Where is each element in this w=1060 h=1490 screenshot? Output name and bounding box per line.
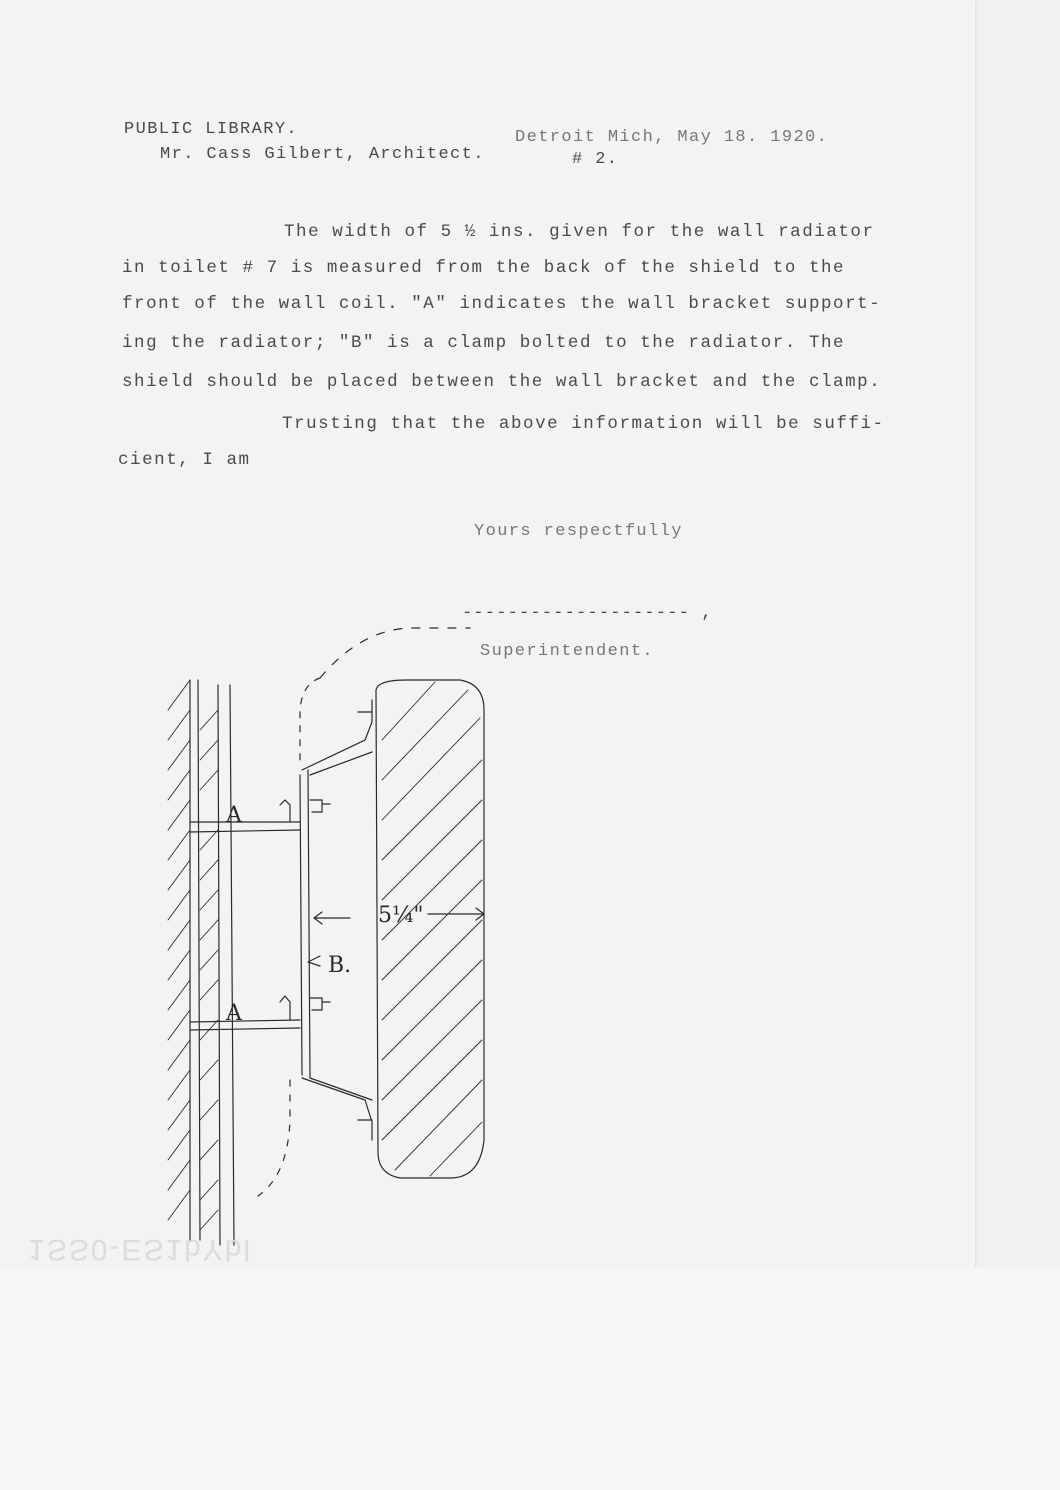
clamp-lower [310, 998, 330, 1010]
body-line-2: in toilet # 7 is measured from the back of the shield to the [122, 258, 846, 278]
wall-line-3 [218, 685, 220, 1245]
radiator-connector-top [302, 700, 372, 770]
header-page-number: # 2. [572, 150, 619, 169]
sketch-label-b: B. [328, 953, 352, 978]
shield-line-2 [308, 770, 310, 1078]
radiator-body [376, 680, 484, 1178]
body-line-5: shield should be placed between the wall bracket and the clamp. [122, 372, 882, 392]
radiator-connector-top-2 [310, 752, 372, 775]
clamp-upper [310, 800, 330, 812]
closing-line-2: cient, I am [118, 450, 251, 470]
valediction: Yours respectfully [474, 522, 683, 541]
archive-stamp: 1SS0-ES1bYbl [28, 1233, 253, 1266]
bracket-a-lower-hook [280, 996, 290, 1020]
wall-line-2 [198, 680, 200, 1240]
radiator-connector-bottom-2 [310, 1078, 372, 1100]
closing-line-1: Trusting that the above information will be suffi- [282, 414, 885, 434]
sketch-label-a-upper: A [226, 803, 242, 828]
bracket-a-upper-hook [280, 800, 290, 822]
header-place-date: Detroit Mich, May 18. 1920. [515, 128, 829, 147]
wall-line-4 [230, 685, 234, 1245]
header-left-line2: Mr. Cass Gilbert, Architect. [160, 145, 485, 164]
background-below-page [0, 1268, 1060, 1490]
bracket-a-lower-top [190, 1020, 300, 1022]
header-left-line1: PUBLIC LIBRARY. [124, 120, 299, 139]
wall-hatching [168, 680, 218, 1230]
dimension-arrow-right [428, 908, 484, 920]
radiator-sketch [150, 600, 510, 1250]
bracket-a-upper-bottom [190, 830, 300, 832]
dimension-arrow-left [314, 912, 350, 924]
sketch-dimension: 5¼" [378, 903, 424, 928]
sketch-label-a-lower: A [226, 1001, 242, 1026]
body-line-4: ing the radiator; "B" is a clamp bolted to the radiator. The [122, 333, 846, 353]
body-line-3: front of the wall coil. "A" indicates the wall bracket support- [122, 294, 882, 314]
enclosure-dash-bottom [258, 1080, 290, 1196]
shield-line-1 [300, 775, 302, 1075]
enclosure-dash-top [300, 678, 320, 760]
radiator-hatching [382, 682, 482, 1176]
enclosure-dash-arc [320, 628, 470, 678]
signature-line: -------------------- , [462, 604, 713, 623]
body-line-1: The width of 5 ½ ins. given for the wall radiator [284, 222, 875, 242]
signature-title: Superintendent. [480, 642, 655, 661]
bracket-a-lower-bottom [190, 1028, 300, 1030]
